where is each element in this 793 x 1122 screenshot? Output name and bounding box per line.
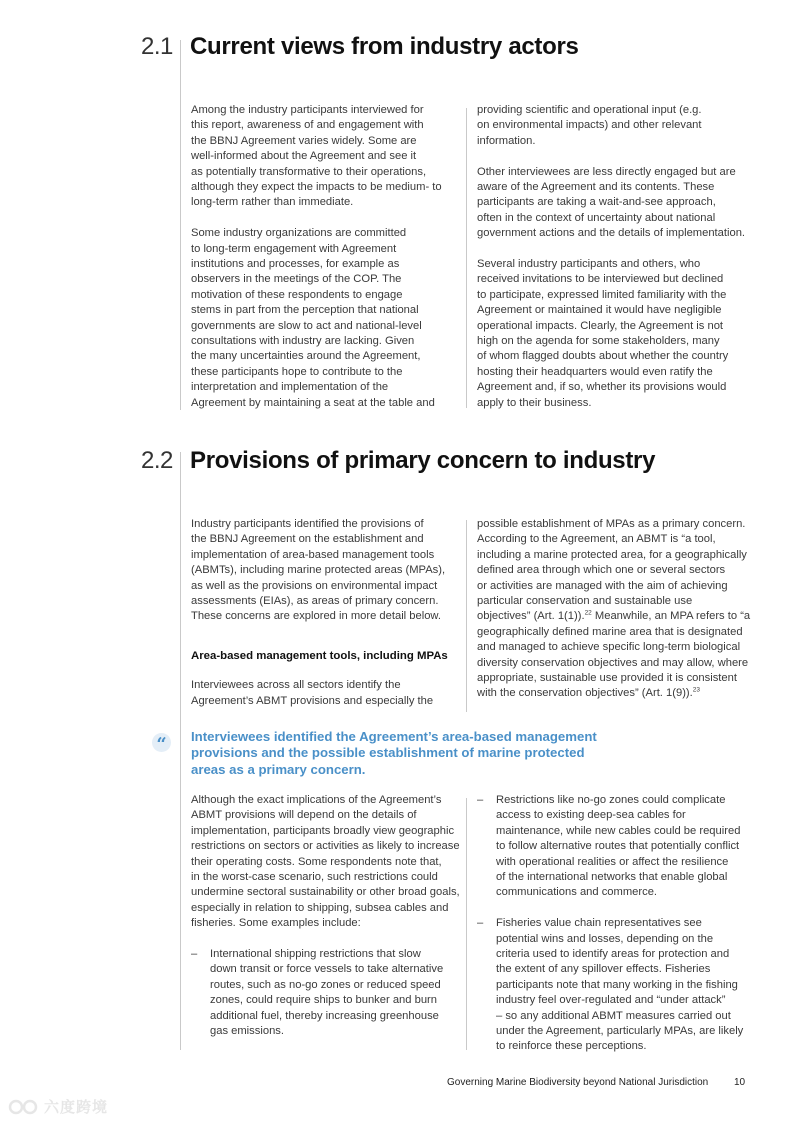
section2-left-column bbox=[191, 517, 461, 709]
section-number: 2.2 bbox=[141, 447, 173, 474]
paragraph: providing scientific and operational input (e.g. on environmental impacts) and other relevant information. bbox=[477, 104, 702, 147]
section1-left-column bbox=[191, 103, 461, 411]
footnote-ref[interactable]: 23 bbox=[692, 686, 700, 694]
paragraph: Some industry organizations are committed to long-term engagement with Agreement institutions and processes, for example as observers in the meetings of the COP. The motivation of these respondents to engage stems in part from the perception that national governments are slow to act and national-level consultations with industry are lacking. Given the many uncertainties around the Agreement, these participants hope to contribute to the interpretation and implementation of the Agreement by maintaining a seat at the table and bbox=[191, 227, 435, 409]
paragraph: Other interviewees are less directly engaged but are aware of the Agreement and its contents. These participants are taking a wait-and-see approach, often in the context of uncertainty about national government actions and the details of implementation. bbox=[477, 165, 746, 240]
paragraph: Several industry participants and others, who received invitations to be interviewed but declined to participate, expressed limited familiarity with the Agreement or maintained it would have negligible operational impacts. Clearly, the Agreement is not high on the agenda for some stakeholders, many of whom flagged doubts about whether the country hosting their headquarters would even ratify the Agreement and, if so, whether its provisions would apply to their business. bbox=[477, 258, 729, 409]
section1-right-column bbox=[477, 103, 767, 411]
paragraph: Among the industry participants interviewed for this report, awareness of and engagement with the BBNJ Agreement varies widely. Some are well-informed about the Agreement and see it as potentially transformative to their operations, although they expect the impacts to be medium- to long-term rather than immediate. bbox=[191, 104, 442, 209]
footnote-ref[interactable]: 22 bbox=[584, 609, 592, 617]
pull-quote: Interviewees identified the Agreement’s area-based management provisions and the possible establishment of marine protected areas as a primary concern. bbox=[191, 729, 597, 777]
list-item: – International shipping restrictions that slow down transit or force vessels to take alternative routes, such as no-go zones or reduced speed zones, could require ships to bunker and burn additional fuel, thereby increasing greenhouse gas emissions. bbox=[191, 947, 461, 1039]
list-item: – Fisheries value chain representatives see potential wins and losses, depending on the criteria used to identify areas for protection and the extent of any spillover effects. Fisheries participants note that many working in the fishing industry feel over-regulated and “under attack” – so any additional ABMT measures carried out under the Agreement, particularly MPAs, are likely to reinforce these perceptions. bbox=[477, 916, 767, 1055]
list-item: – Restrictions like no-go zones could complicate access to existing deep-sea cables for maintenance, while new cables could be required to follow alternative routes that potentially conflict with operational realities or affect the resilience of the international networks that enable global communications and commerce. bbox=[477, 793, 767, 901]
bullet-dash: – bbox=[191, 948, 198, 961]
bullet-dash: – bbox=[477, 794, 484, 806]
section2-margin-rule bbox=[180, 452, 181, 1050]
paragraph: Industry participants identified the provisions of the BBNJ Agreement on the establishment and implementation of area-based management tools (ABMTs), including marine protected areas (MPAs), as well as the provisions on environmental impact assessments (EIAs), as areas of primary concern. These concerns are explored in more detail below. bbox=[191, 518, 446, 623]
section2-lower-left-column bbox=[191, 793, 461, 1039]
section1-column-rule bbox=[466, 108, 467, 408]
paragraph: Interviewees across all sectors identify the Agreement’s ABMT provisions and especially the bbox=[191, 679, 434, 707]
section-title: Provisions of primary concern to industry bbox=[190, 447, 656, 474]
quote-icon: “ bbox=[152, 733, 171, 752]
watermark-text: 六度跨境 bbox=[44, 1099, 109, 1116]
section2-column-rule-bottom bbox=[466, 798, 467, 1050]
watermark bbox=[8, 1096, 108, 1117]
section-title: Current views from industry actors bbox=[190, 33, 579, 60]
section-number: 2.1 bbox=[141, 33, 173, 60]
bullet-dash: – bbox=[477, 917, 484, 930]
footer-title: Governing Marine Biodiversity beyond National Jurisdiction bbox=[447, 1077, 709, 1088]
section2-lower-right-column bbox=[477, 793, 767, 1055]
section2-column-rule-top bbox=[466, 520, 467, 712]
subheading: Area-based management tools, including MPAs bbox=[191, 649, 448, 662]
watermark-logo-icon bbox=[8, 1099, 40, 1115]
section2-right-column bbox=[477, 517, 767, 702]
paragraph: Although the exact implications of the Agreement’s ABMT provisions will depend on the details of implementation, participants broadly view geographic restrictions on sectors or activities as likely to increase their operating costs. Some respondents note that, in the worst-case scenario, such restrictions could undermine sectoral sustainability or other broad goals, especially in relation to shipping, subsea cables and fisheries. Some examples include: bbox=[191, 794, 460, 930]
section1-margin-rule bbox=[180, 40, 181, 410]
paragraph: possible establishment of MPAs as a primary concern. According to the Agreement, an ABMT is “a tool, including a marine protected area, for a geographically defined area through which one or several sectors or activities are managed with the aim of achieving particular conservation and sustainable use objectives” (Art. 1(1)).$^{22}$ Meanwhile, an MPA refers to “a geographically defined marine area that is designated and managed to achieve specific long-term biological diversity conservation objectives and may allow, where appropriate, sustainable use provided it is consistent with the conservation objectives” (Art. 1(9)).$^{23}$ bbox=[477, 518, 751, 700]
page-number: 10 bbox=[734, 1077, 746, 1088]
